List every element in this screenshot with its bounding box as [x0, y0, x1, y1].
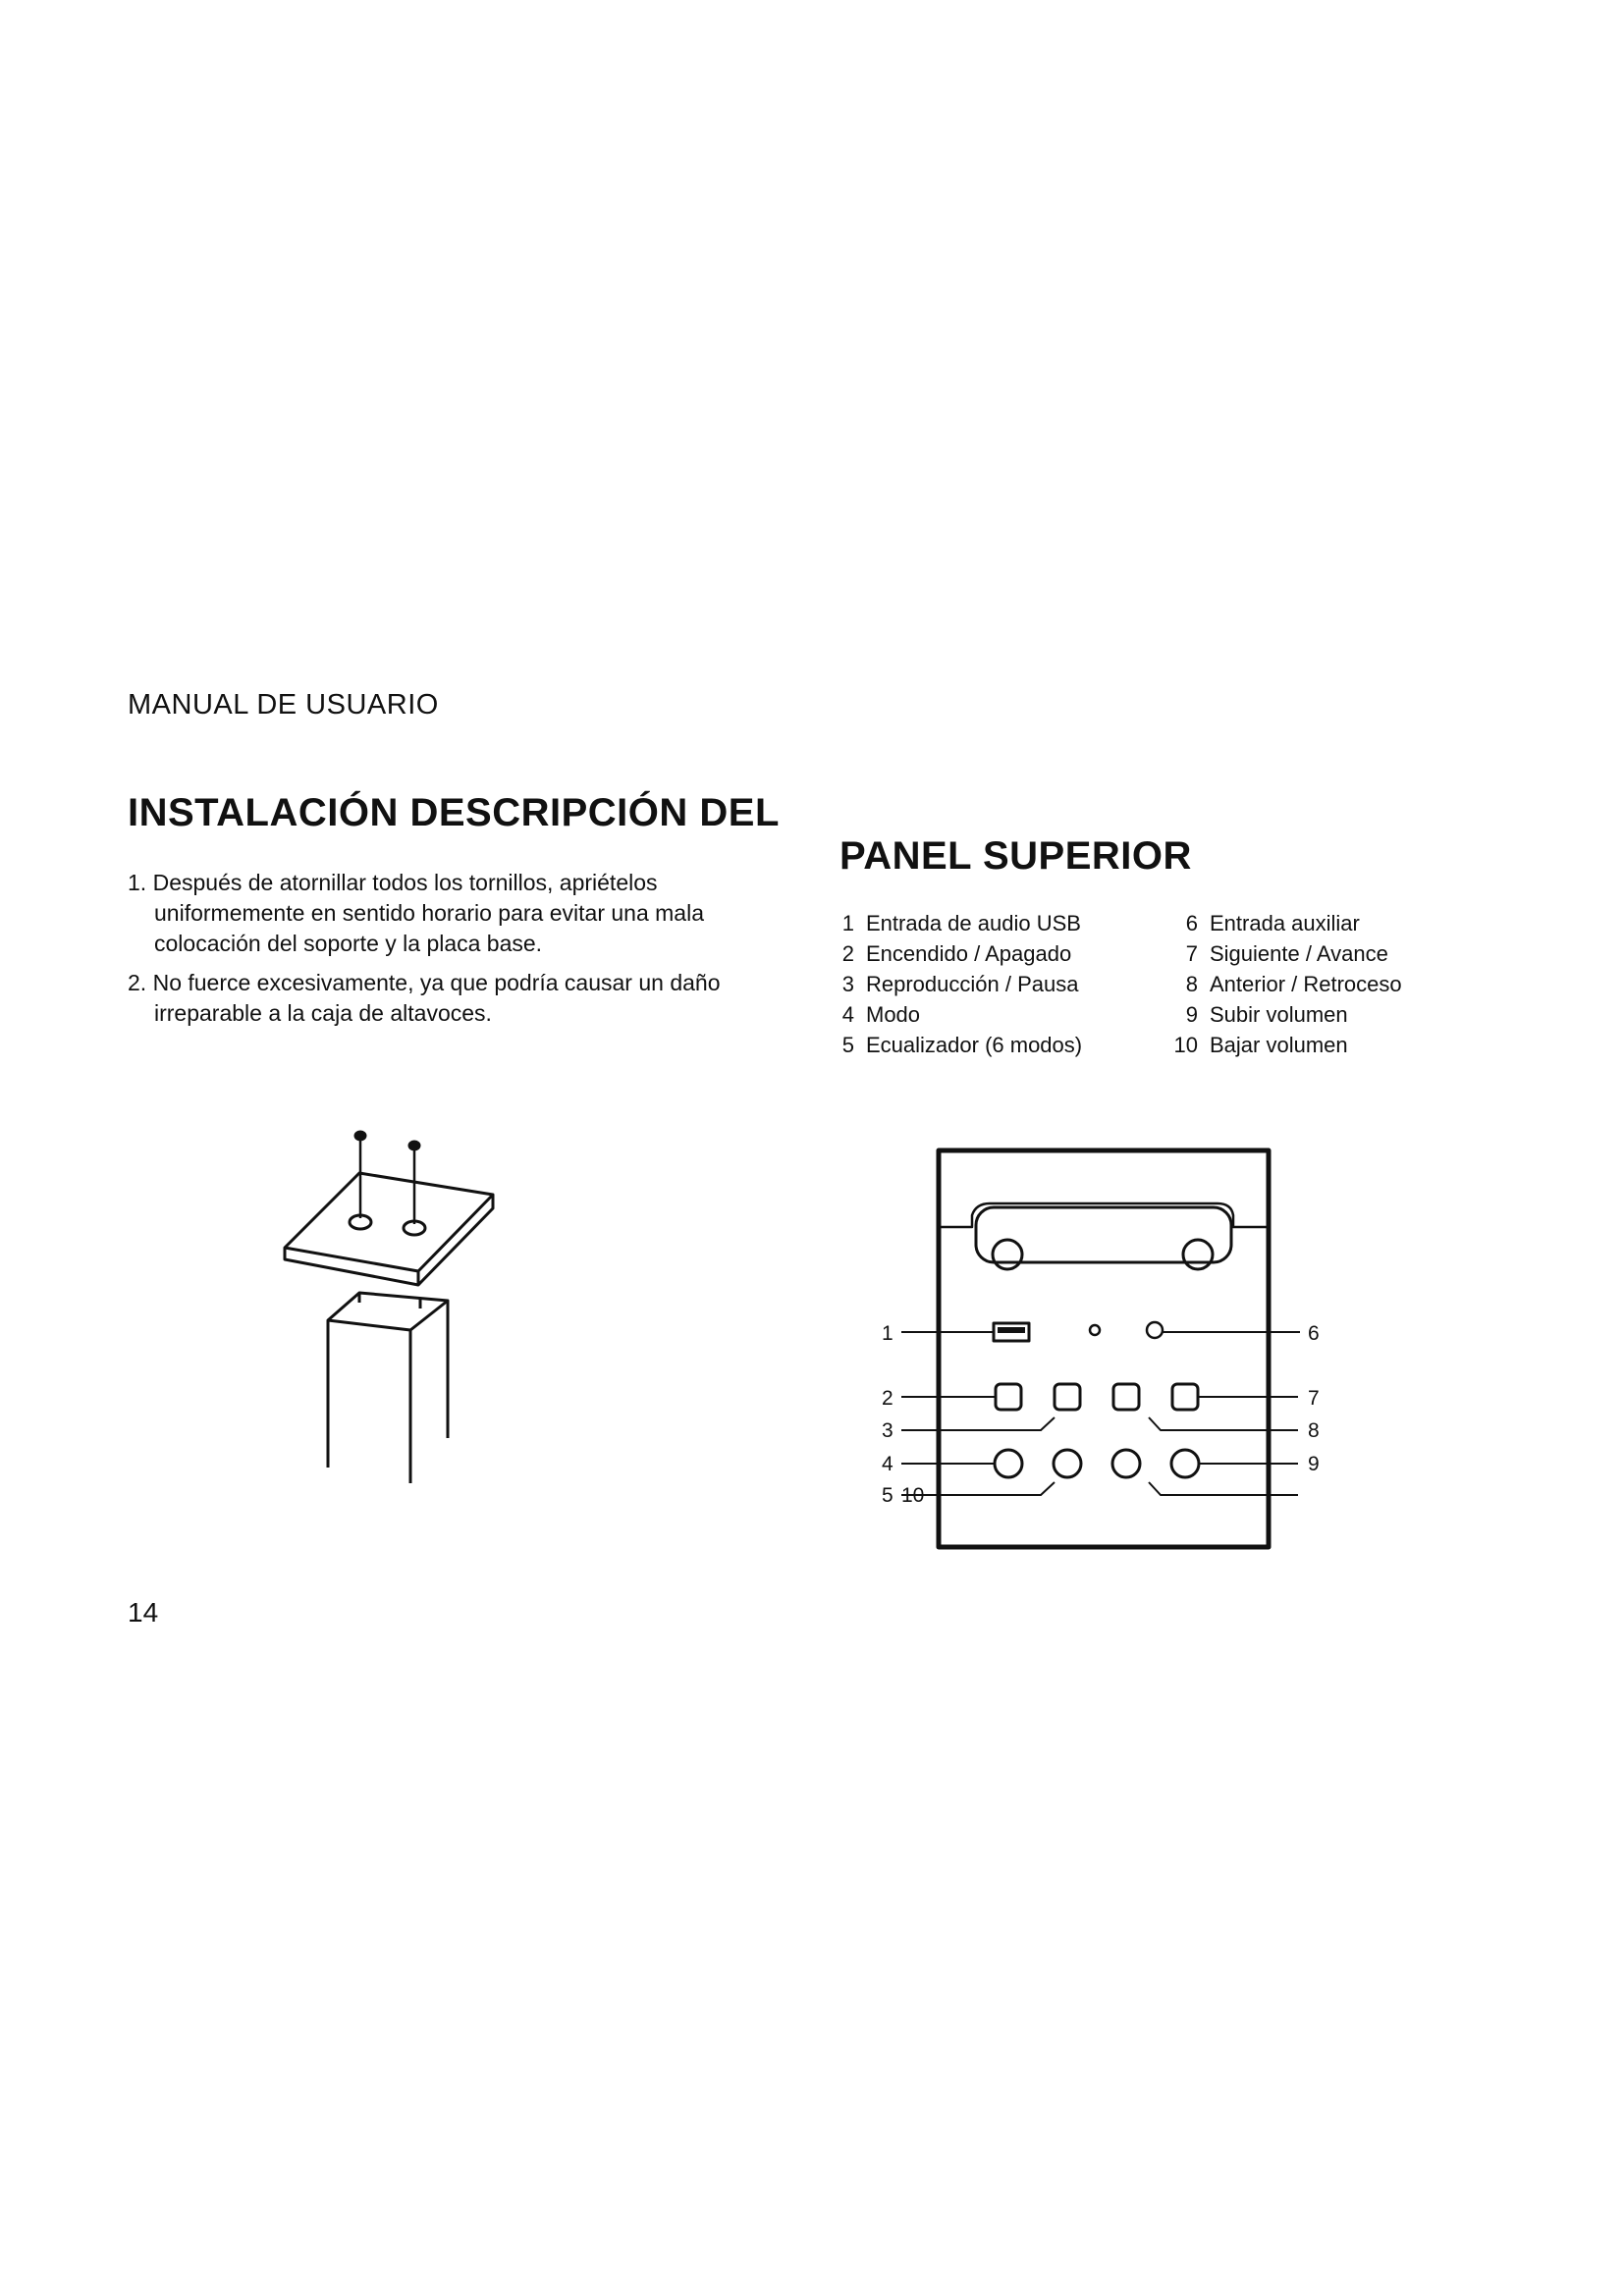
step-line: irreparable a la caja de altavoces. — [154, 1000, 492, 1026]
legend-label: Siguiente / Avance — [1210, 941, 1388, 966]
callout-3: 3 — [882, 1419, 893, 1442]
header-label: MANUAL DE USUARIO — [128, 689, 439, 721]
legend-label: Bajar volumen — [1210, 1033, 1348, 1057]
page-number: 14 — [128, 1597, 159, 1628]
installation-step-2 — [128, 968, 756, 1029]
callout-5: 5 — [882, 1484, 893, 1507]
callout-9: 9 — [1308, 1453, 1320, 1475]
callout-6: 6 — [1308, 1322, 1320, 1345]
top-panel-diagram — [874, 1139, 1345, 1561]
legend-item — [825, 938, 1082, 969]
legend-item — [1168, 1030, 1402, 1060]
step-number: 1. — [128, 870, 147, 895]
panel-legend-right — [1168, 908, 1402, 1060]
legend-number: 1 — [841, 911, 854, 935]
step-line: uniformemente en sentido horario para evitar una mala — [154, 900, 704, 926]
legend-item — [825, 999, 1082, 1030]
callout-4: 4 — [882, 1453, 893, 1475]
volume-down-button — [1112, 1450, 1140, 1477]
installation-step-1 — [128, 868, 756, 959]
legend-label: Encendido / Apagado — [866, 941, 1072, 966]
legend-number: 8 — [1185, 972, 1198, 996]
legend-label: Subir volumen — [1210, 1002, 1348, 1027]
previous-button — [1113, 1384, 1139, 1410]
legend-item — [825, 969, 1082, 999]
panel-legend-left — [825, 908, 1082, 1060]
legend-number: 3 — [841, 972, 854, 996]
legend-label: Anterior / Retroceso — [1210, 972, 1402, 996]
legend-item — [1168, 908, 1402, 938]
legend-item — [825, 1030, 1082, 1060]
legend-number: 4 — [841, 1002, 854, 1027]
installation-title: INSTALACIÓN DESCRIPCIÓN DEL — [128, 791, 780, 834]
eq-button — [1054, 1450, 1081, 1477]
legend-number: 6 — [1185, 911, 1198, 935]
legend-item — [825, 908, 1082, 938]
legend-label: Modo — [866, 1002, 921, 1027]
step-number: 2. — [128, 970, 147, 995]
legend-number: 5 — [841, 1033, 854, 1057]
legend-number: 10 — [1173, 1033, 1198, 1057]
callout-10: 10 — [901, 1484, 925, 1507]
legend-label: Ecualizador (6 modos) — [866, 1033, 1083, 1057]
legend-label: Entrada de audio USB — [866, 911, 1081, 935]
installation-illustration — [265, 1124, 520, 1487]
callout-2: 2 — [882, 1387, 893, 1410]
callout-7: 7 — [1308, 1387, 1320, 1410]
legend-item — [1168, 938, 1402, 969]
step-line: No fuerce excesivamente, ya que podría causar un daño — [152, 970, 721, 995]
step-line: colocación del soporte y la placa base. — [154, 931, 543, 956]
handle-knob — [993, 1240, 1022, 1269]
legend-label: Entrada auxiliar — [1210, 911, 1360, 935]
panel-outline — [939, 1150, 1269, 1547]
volume-up-button — [1171, 1450, 1199, 1477]
callout-8: 8 — [1308, 1419, 1320, 1442]
step-line: Después de atornillar todos los tornillos, apriételos — [152, 870, 658, 895]
legend-number: 9 — [1185, 1002, 1198, 1027]
handle-knob — [1183, 1240, 1213, 1269]
next-button — [1172, 1384, 1198, 1410]
base-plate — [285, 1173, 493, 1271]
mode-button — [995, 1450, 1022, 1477]
callout-1: 1 — [882, 1322, 893, 1345]
play-pause-button — [1055, 1384, 1080, 1410]
indicator-light — [1090, 1325, 1100, 1335]
support-post — [328, 1293, 448, 1483]
legend-number: 7 — [1185, 941, 1198, 966]
legend-label: Reproducción / Pausa — [866, 972, 1079, 996]
legend-number: 2 — [841, 941, 854, 966]
panel-title: PANEL SUPERIOR — [839, 834, 1192, 878]
legend-item — [1168, 969, 1402, 999]
aux-input-icon — [1147, 1322, 1163, 1338]
power-button — [996, 1384, 1021, 1410]
legend-item — [1168, 999, 1402, 1030]
